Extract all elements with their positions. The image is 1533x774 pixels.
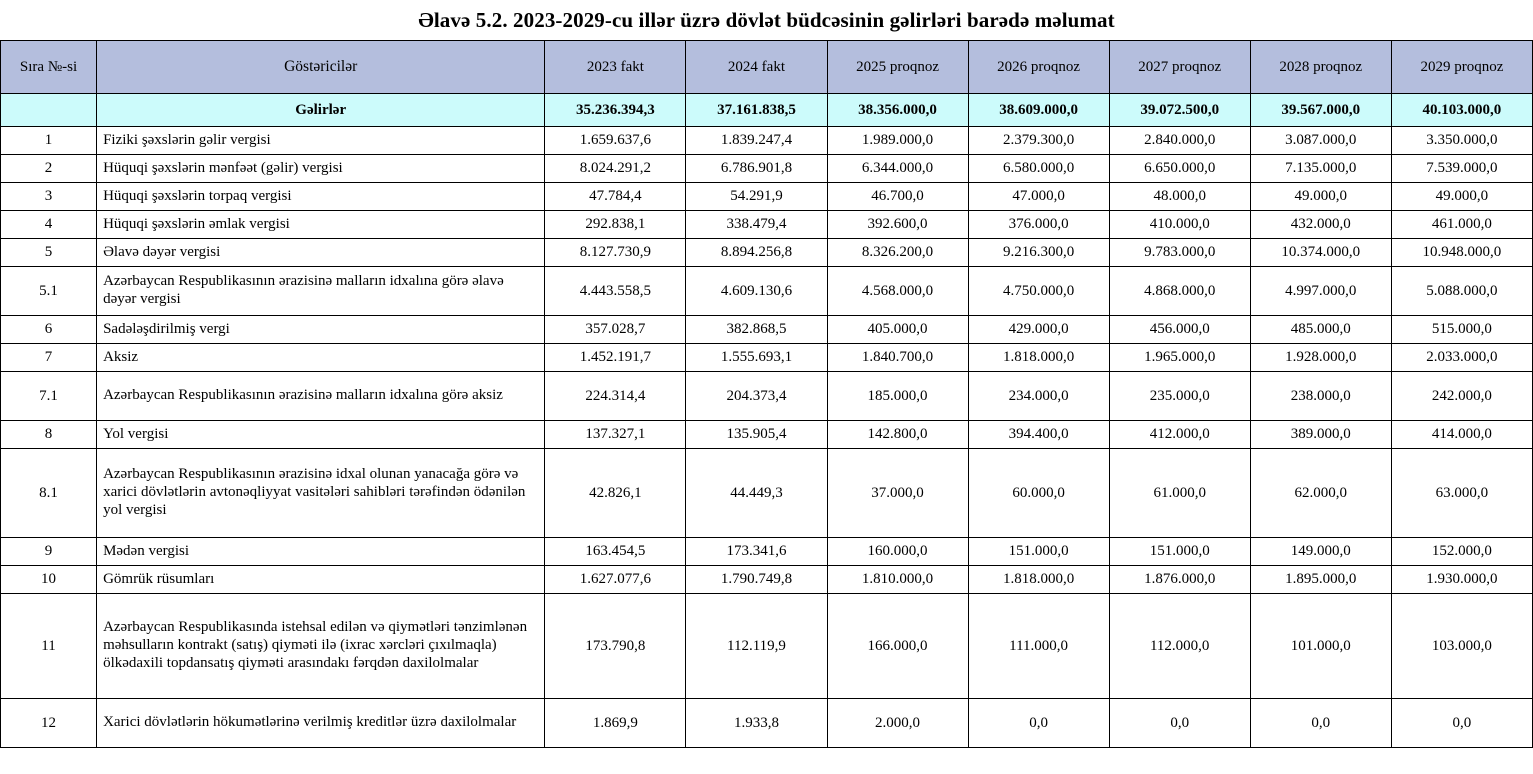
value-cell-2026: 9.216.300,0	[968, 239, 1109, 267]
row-number-cell: 5.1	[1, 267, 97, 316]
value-cell-2023: 224.314,4	[545, 372, 686, 421]
value-cell-2025: 392.600,0	[827, 211, 968, 239]
value-cell-2029: 63.000,0	[1391, 449, 1532, 538]
value-cell-2026: 1.818.000,0	[968, 344, 1109, 372]
value-cell-2027: 112.000,0	[1109, 594, 1250, 699]
table-row	[1, 449, 1533, 538]
value-cell-2025: 46.700,0	[827, 183, 968, 211]
value-cell-2029: 10.948.000,0	[1391, 239, 1532, 267]
value-cell-2029: 0,0	[1391, 699, 1532, 748]
value-cell-2025: 37.000,0	[827, 449, 968, 538]
column-header-2026-forecast: 2026 proqnoz	[968, 41, 1109, 94]
indicator-cell: Azərbaycan Respublikasının ərazisinə malların idxalına görə aksiz	[97, 372, 545, 421]
value-cell-2027: 48.000,0	[1109, 183, 1250, 211]
budget-revenue-table	[0, 40, 1533, 748]
value-cell-2023: 8.127.730,9	[545, 239, 686, 267]
table-row	[1, 211, 1533, 239]
value-cell-2026: 376.000,0	[968, 211, 1109, 239]
row-number-cell: 7.1	[1, 372, 97, 421]
value-cell-2025: 4.568.000,0	[827, 267, 968, 316]
indicator-cell: Aksiz	[97, 344, 545, 372]
total-row-label: Gəlirlər	[97, 94, 545, 127]
total-row-value-2026: 38.609.000,0	[968, 94, 1109, 127]
row-number-cell: 11	[1, 594, 97, 699]
total-row-number	[1, 94, 97, 127]
indicator-cell: Yol vergisi	[97, 421, 545, 449]
column-header-indicator: Göstəricilər	[97, 41, 545, 94]
row-number-cell: 12	[1, 699, 97, 748]
value-cell-2024: 8.894.256,8	[686, 239, 827, 267]
row-number-cell: 5	[1, 239, 97, 267]
indicator-cell: Fiziki şəxslərin gəlir vergisi	[97, 127, 545, 155]
value-cell-2029: 515.000,0	[1391, 316, 1532, 344]
value-cell-2024: 338.479,4	[686, 211, 827, 239]
value-cell-2023: 4.443.558,5	[545, 267, 686, 316]
column-header-2023-actual: 2023 fakt	[545, 41, 686, 94]
total-row-value-2023: 35.236.394,3	[545, 94, 686, 127]
indicator-cell: Azərbaycan Respublikasının ərazisinə malların idxalına görə əlavə dəyər vergisi	[97, 267, 545, 316]
value-cell-2024: 204.373,4	[686, 372, 827, 421]
value-cell-2027: 1.965.000,0	[1109, 344, 1250, 372]
indicator-cell: Hüquqi şəxslərin mənfəət (gəlir) vergisi	[97, 155, 545, 183]
value-cell-2023: 42.826,1	[545, 449, 686, 538]
value-cell-2025: 160.000,0	[827, 538, 968, 566]
value-cell-2024: 1.839.247,4	[686, 127, 827, 155]
value-cell-2026: 234.000,0	[968, 372, 1109, 421]
table-body	[1, 94, 1533, 748]
column-header-row-number: Sıra №-si	[1, 41, 97, 94]
indicator-cell: Hüquqi şəxslərin torpaq vergisi	[97, 183, 545, 211]
value-cell-2027: 1.876.000,0	[1109, 566, 1250, 594]
value-cell-2027: 6.650.000,0	[1109, 155, 1250, 183]
value-cell-2028: 3.087.000,0	[1250, 127, 1391, 155]
value-cell-2024: 173.341,6	[686, 538, 827, 566]
table-row	[1, 594, 1533, 699]
value-cell-2029: 1.930.000,0	[1391, 566, 1532, 594]
value-cell-2029: 242.000,0	[1391, 372, 1532, 421]
indicator-cell: Sadələşdirilmiş vergi	[97, 316, 545, 344]
value-cell-2025: 1.840.700,0	[827, 344, 968, 372]
value-cell-2023: 8.024.291,2	[545, 155, 686, 183]
value-cell-2024: 44.449,3	[686, 449, 827, 538]
value-cell-2026: 151.000,0	[968, 538, 1109, 566]
column-header-2024-actual: 2024 fakt	[686, 41, 827, 94]
table-row	[1, 421, 1533, 449]
table-header-row	[1, 41, 1533, 94]
value-cell-2024: 1.555.693,1	[686, 344, 827, 372]
value-cell-2023: 173.790,8	[545, 594, 686, 699]
value-cell-2024: 112.119,9	[686, 594, 827, 699]
value-cell-2023: 137.327,1	[545, 421, 686, 449]
total-row-value-2025: 38.356.000,0	[827, 94, 968, 127]
row-number-cell: 8	[1, 421, 97, 449]
value-cell-2026: 2.379.300,0	[968, 127, 1109, 155]
value-cell-2027: 235.000,0	[1109, 372, 1250, 421]
indicator-cell: Azərbaycan Respublikasında istehsal edilən və qiymətləri tənzimlənən məhsulların kontrakt (satış) qiyməti ilə (ixrac xərcləri çıxılmaqla) ölkədaxili topdansatış qiyməti arasındakı fərqdən daxilolmalar	[97, 594, 545, 699]
value-cell-2023: 1.869,9	[545, 699, 686, 748]
column-header-2027-forecast: 2027 proqnoz	[1109, 41, 1250, 94]
value-cell-2025: 405.000,0	[827, 316, 968, 344]
value-cell-2026: 4.750.000,0	[968, 267, 1109, 316]
value-cell-2027: 412.000,0	[1109, 421, 1250, 449]
value-cell-2024: 1.790.749,8	[686, 566, 827, 594]
indicator-cell: Mədən vergisi	[97, 538, 545, 566]
value-cell-2025: 2.000,0	[827, 699, 968, 748]
value-cell-2024: 6.786.901,8	[686, 155, 827, 183]
value-cell-2026: 394.400,0	[968, 421, 1109, 449]
value-cell-2027: 4.868.000,0	[1109, 267, 1250, 316]
indicator-cell: Azərbaycan Respublikasının ərazisinə idxal olunan yanacağa görə və xarici dövlətlərin avtonəqliyyat vasitələri sahibləri tərəfindən ödənilən yol vergisi	[97, 449, 545, 538]
value-cell-2028: 238.000,0	[1250, 372, 1391, 421]
total-row-value-2028: 39.567.000,0	[1250, 94, 1391, 127]
value-cell-2028: 0,0	[1250, 699, 1391, 748]
indicator-cell: Xarici dövlətlərin hökumətlərinə verilmiş kreditlər üzrə daxilolmalar	[97, 699, 545, 748]
value-cell-2025: 185.000,0	[827, 372, 968, 421]
value-cell-2023: 357.028,7	[545, 316, 686, 344]
row-number-cell: 8.1	[1, 449, 97, 538]
table-row	[1, 372, 1533, 421]
value-cell-2027: 456.000,0	[1109, 316, 1250, 344]
value-cell-2026: 60.000,0	[968, 449, 1109, 538]
value-cell-2029: 414.000,0	[1391, 421, 1532, 449]
value-cell-2028: 1.895.000,0	[1250, 566, 1391, 594]
value-cell-2027: 0,0	[1109, 699, 1250, 748]
value-cell-2029: 461.000,0	[1391, 211, 1532, 239]
table-row	[1, 239, 1533, 267]
value-cell-2026: 1.818.000,0	[968, 566, 1109, 594]
value-cell-2025: 142.800,0	[827, 421, 968, 449]
value-cell-2025: 8.326.200,0	[827, 239, 968, 267]
value-cell-2027: 61.000,0	[1109, 449, 1250, 538]
row-number-cell: 7	[1, 344, 97, 372]
column-header-2028-forecast: 2028 proqnoz	[1250, 41, 1391, 94]
row-number-cell: 9	[1, 538, 97, 566]
value-cell-2028: 432.000,0	[1250, 211, 1391, 239]
value-cell-2023: 1.627.077,6	[545, 566, 686, 594]
row-number-cell: 6	[1, 316, 97, 344]
row-number-cell: 1	[1, 127, 97, 155]
value-cell-2028: 10.374.000,0	[1250, 239, 1391, 267]
table-row	[1, 155, 1533, 183]
table-row-total	[1, 94, 1533, 127]
value-cell-2025: 1.810.000,0	[827, 566, 968, 594]
total-row-value-2024: 37.161.838,5	[686, 94, 827, 127]
table-row	[1, 344, 1533, 372]
value-cell-2023: 1.659.637,6	[545, 127, 686, 155]
value-cell-2028: 49.000,0	[1250, 183, 1391, 211]
value-cell-2024: 135.905,4	[686, 421, 827, 449]
value-cell-2029: 152.000,0	[1391, 538, 1532, 566]
value-cell-2023: 163.454,5	[545, 538, 686, 566]
value-cell-2028: 389.000,0	[1250, 421, 1391, 449]
value-cell-2027: 151.000,0	[1109, 538, 1250, 566]
total-row-value-2027: 39.072.500,0	[1109, 94, 1250, 127]
value-cell-2026: 47.000,0	[968, 183, 1109, 211]
table-row	[1, 699, 1533, 748]
value-cell-2026: 111.000,0	[968, 594, 1109, 699]
value-cell-2028: 149.000,0	[1250, 538, 1391, 566]
value-cell-2024: 4.609.130,6	[686, 267, 827, 316]
value-cell-2028: 1.928.000,0	[1250, 344, 1391, 372]
table-header	[1, 41, 1533, 94]
value-cell-2024: 382.868,5	[686, 316, 827, 344]
value-cell-2029: 5.088.000,0	[1391, 267, 1532, 316]
value-cell-2025: 166.000,0	[827, 594, 968, 699]
row-number-cell: 2	[1, 155, 97, 183]
table-row	[1, 316, 1533, 344]
table-row	[1, 127, 1533, 155]
table-row	[1, 183, 1533, 211]
value-cell-2028: 62.000,0	[1250, 449, 1391, 538]
value-cell-2028: 485.000,0	[1250, 316, 1391, 344]
value-cell-2028: 101.000,0	[1250, 594, 1391, 699]
value-cell-2023: 1.452.191,7	[545, 344, 686, 372]
row-number-cell: 10	[1, 566, 97, 594]
value-cell-2027: 410.000,0	[1109, 211, 1250, 239]
column-header-2025-forecast: 2025 proqnoz	[827, 41, 968, 94]
value-cell-2028: 4.997.000,0	[1250, 267, 1391, 316]
indicator-cell: Hüquqi şəxslərin əmlak vergisi	[97, 211, 545, 239]
value-cell-2029: 49.000,0	[1391, 183, 1532, 211]
value-cell-2023: 292.838,1	[545, 211, 686, 239]
value-cell-2024: 1.933,8	[686, 699, 827, 748]
value-cell-2023: 47.784,4	[545, 183, 686, 211]
total-row-value-2029: 40.103.000,0	[1391, 94, 1532, 127]
value-cell-2029: 7.539.000,0	[1391, 155, 1532, 183]
value-cell-2028: 7.135.000,0	[1250, 155, 1391, 183]
page-title: Əlavə 5.2. 2023-2029-cu illər üzrə dövlət büdcəsinin gəlirləri barədə məlumat	[418, 8, 1115, 32]
table-row	[1, 566, 1533, 594]
value-cell-2029: 2.033.000,0	[1391, 344, 1532, 372]
indicator-cell: Əlavə dəyər vergisi	[97, 239, 545, 267]
value-cell-2026: 0,0	[968, 699, 1109, 748]
value-cell-2026: 429.000,0	[968, 316, 1109, 344]
value-cell-2027: 9.783.000,0	[1109, 239, 1250, 267]
value-cell-2029: 103.000,0	[1391, 594, 1532, 699]
table-row	[1, 538, 1533, 566]
table-row	[1, 267, 1533, 316]
value-cell-2025: 6.344.000,0	[827, 155, 968, 183]
value-cell-2029: 3.350.000,0	[1391, 127, 1532, 155]
value-cell-2024: 54.291,9	[686, 183, 827, 211]
row-number-cell: 3	[1, 183, 97, 211]
column-header-2029-forecast: 2029 proqnoz	[1391, 41, 1532, 94]
indicator-cell: Gömrük rüsumları	[97, 566, 545, 594]
value-cell-2026: 6.580.000,0	[968, 155, 1109, 183]
value-cell-2027: 2.840.000,0	[1109, 127, 1250, 155]
value-cell-2025: 1.989.000,0	[827, 127, 968, 155]
row-number-cell: 4	[1, 211, 97, 239]
